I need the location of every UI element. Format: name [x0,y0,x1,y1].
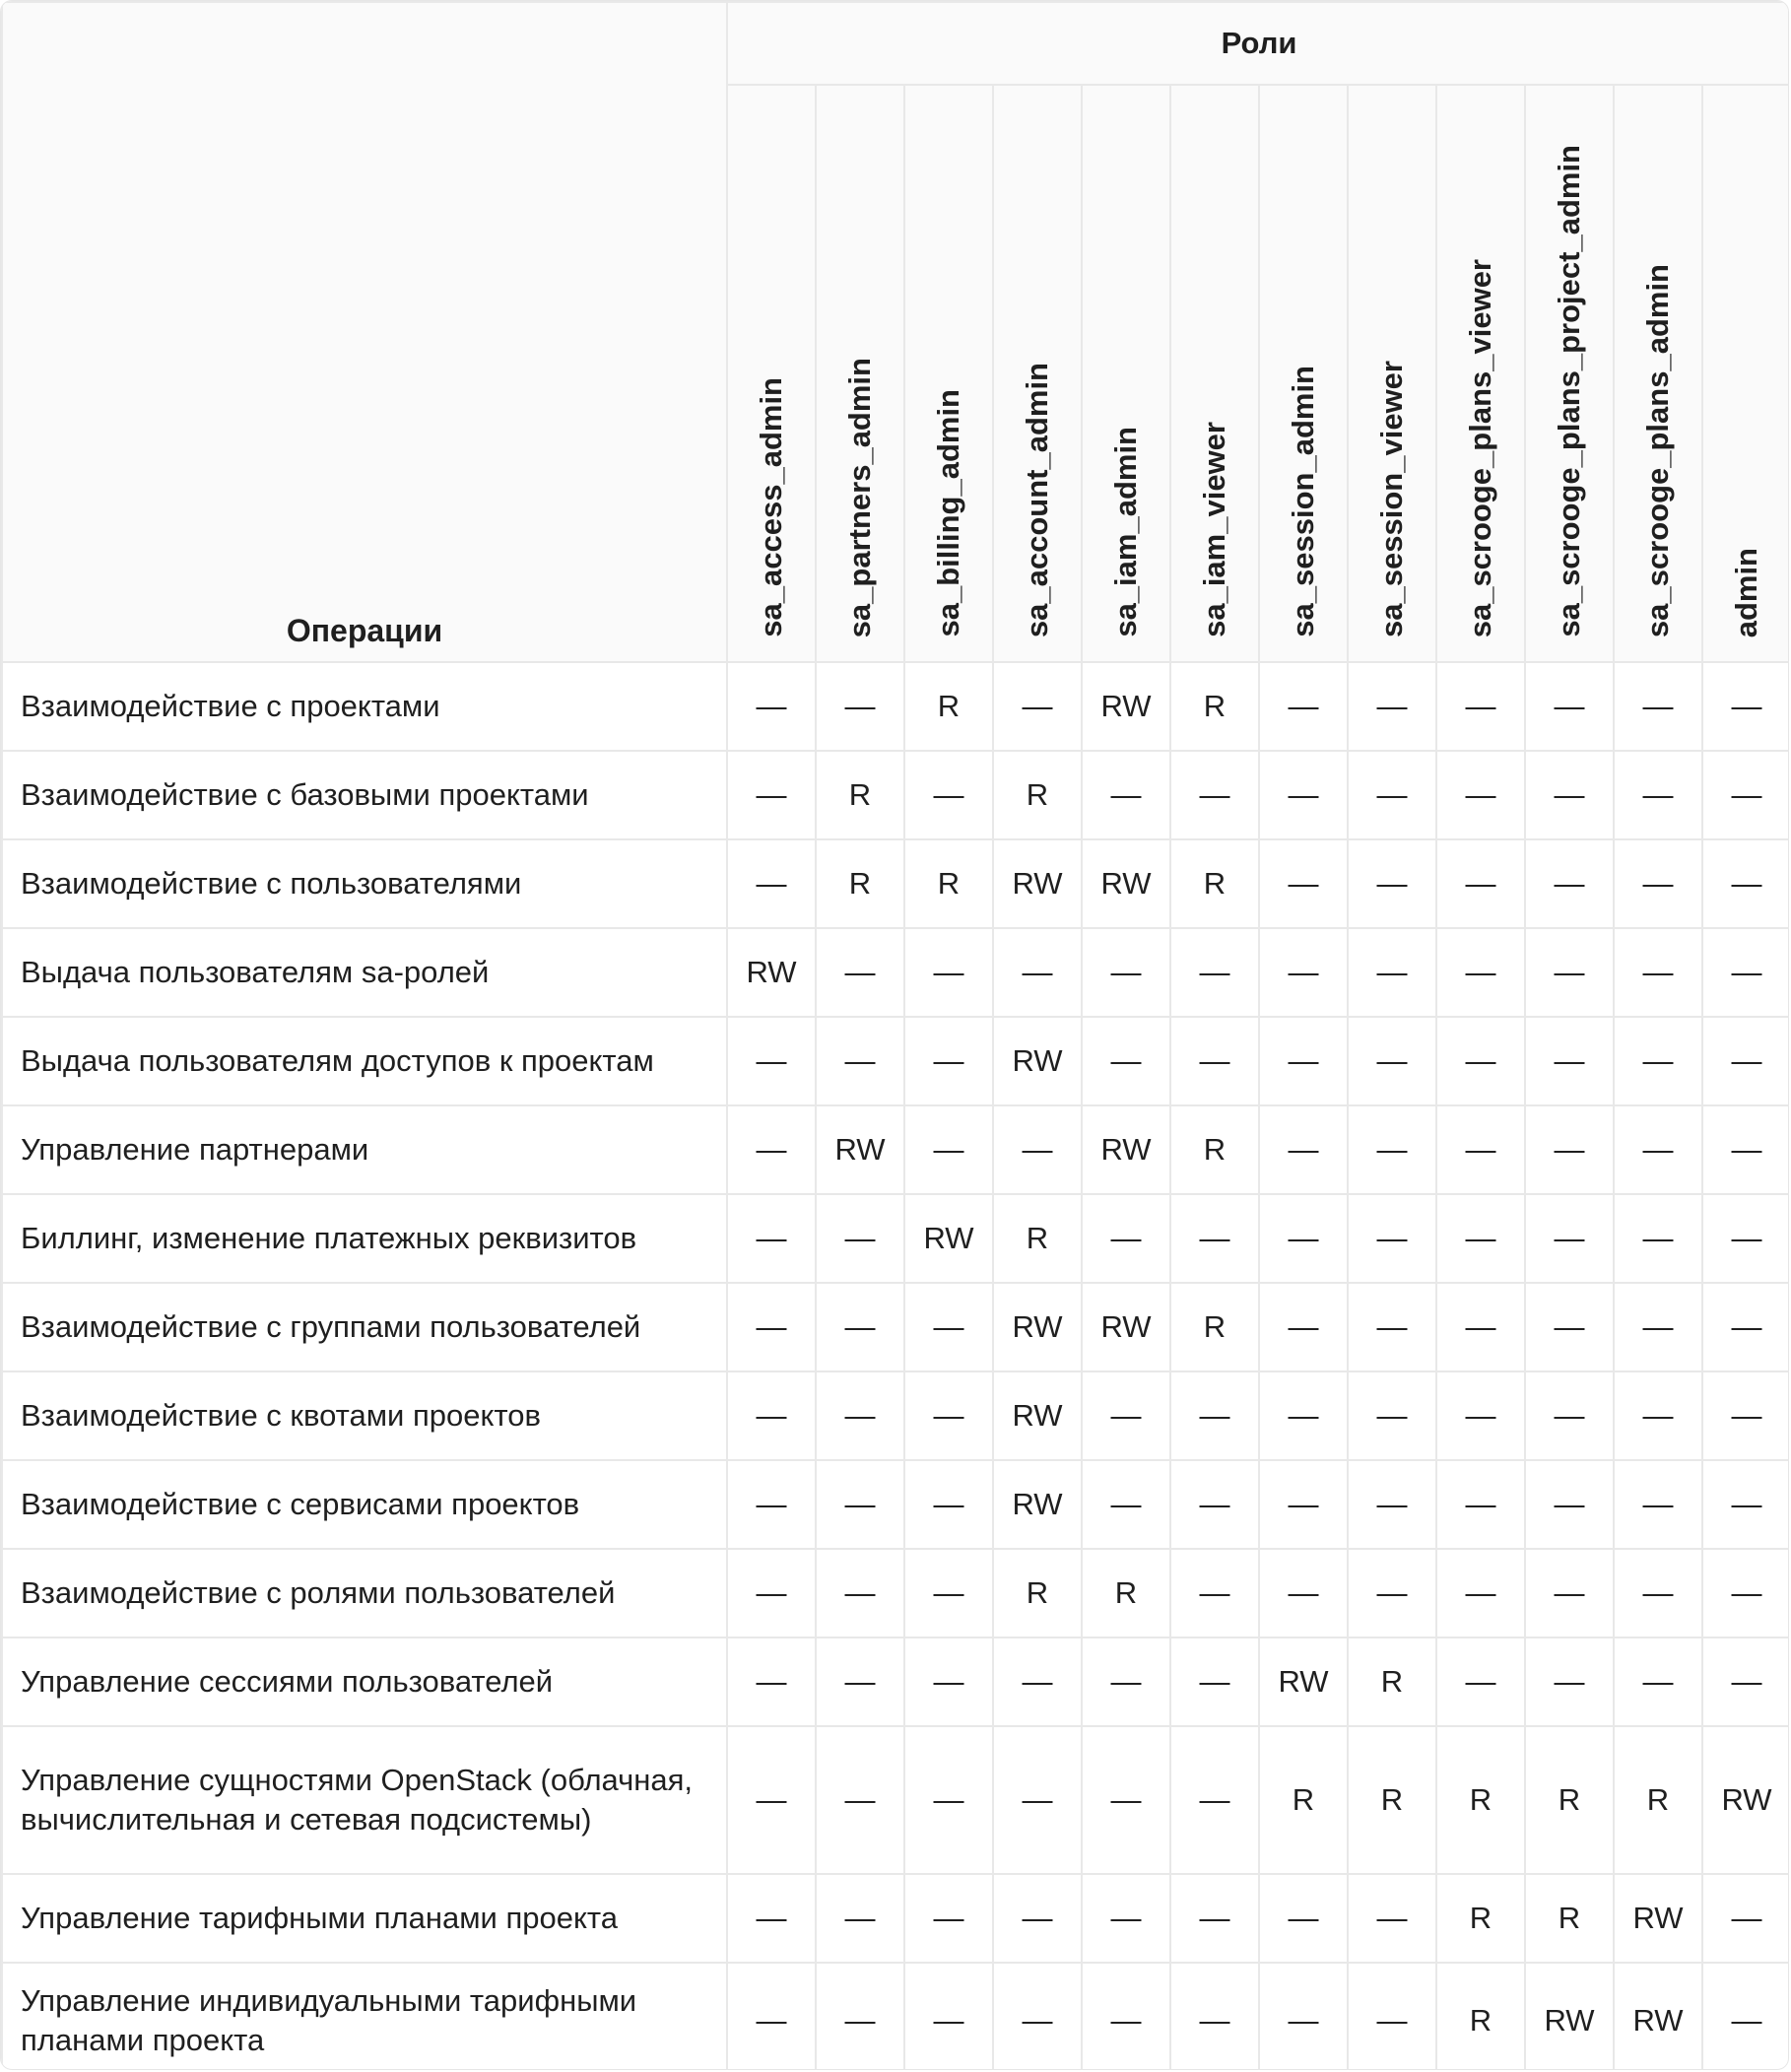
table-row [2,839,1789,928]
permission-cell: RW [993,1283,1082,1371]
permission-cell: RW [993,1017,1082,1105]
permission-cell: — [1436,662,1525,751]
permission-cell: — [727,839,816,928]
permission-cell: — [1348,1963,1436,2070]
role-header: sa_scrooge_plans_admin [1614,85,1702,662]
permission-cell: R [1436,1874,1525,1963]
operation-name: Взаимодействие с ролями пользователей [2,1549,727,1638]
permission-cell: RW [727,928,816,1017]
permission-cell: — [1348,1460,1436,1549]
table-row [2,1017,1789,1105]
permission-cell: — [1702,1283,1789,1371]
permission-cell: — [727,1549,816,1638]
role-header: sa_scrooge_plans_project_admin [1525,85,1614,662]
permission-cell: — [816,1549,904,1638]
permission-cell: — [1436,1283,1525,1371]
permission-cell: — [1525,1105,1614,1194]
permission-cell: RW [1525,1963,1614,2070]
permission-cell: — [1259,1105,1348,1194]
permission-cell: R [1525,1726,1614,1874]
permission-cell: — [1348,1371,1436,1460]
permission-cell: — [1702,1549,1789,1638]
permission-cell: — [904,1371,993,1460]
permission-cell: — [1525,1371,1614,1460]
permission-cell: — [727,1371,816,1460]
role-header: sa_access_admin [727,85,816,662]
permission-cell: — [1614,1017,1702,1105]
permission-cell: RW [1082,839,1170,928]
table-row [2,1371,1789,1460]
role-header: sa_account_admin [993,85,1082,662]
permission-cell: — [816,1874,904,1963]
permission-cell: — [1348,928,1436,1017]
permission-cell: — [1259,1549,1348,1638]
permission-cell: R [1348,1638,1436,1726]
permission-cell: — [904,751,993,839]
permission-cell: — [904,1874,993,1963]
permission-cell: — [727,662,816,751]
permission-cell: — [1436,839,1525,928]
permission-cell: — [1614,662,1702,751]
permission-cell: — [904,1963,993,2070]
permission-cell: — [1702,1963,1789,2070]
permission-cell: — [1348,662,1436,751]
permission-cell: — [1259,662,1348,751]
permission-cell: — [1702,1460,1789,1549]
permission-cell: — [1170,1460,1259,1549]
permission-cell: R [1525,1874,1614,1963]
permission-cell: — [1702,1194,1789,1283]
permission-cell: RW [1614,1963,1702,2070]
role-header: sa_iam_viewer [1170,85,1259,662]
permission-cell: R [1170,662,1259,751]
table-row [2,928,1789,1017]
operation-name: Управление сущностями OpenStack (облачная, вычислительная и сетевая подсистемы) [2,1726,727,1874]
permission-cell: — [816,1371,904,1460]
permission-cell: R [1170,1105,1259,1194]
permission-cell: R [1348,1726,1436,1874]
permission-cell: — [1348,1105,1436,1194]
permission-cell: — [1702,1017,1789,1105]
permission-cell: — [1525,1460,1614,1549]
permission-cell: — [727,1638,816,1726]
permission-cell: — [727,1283,816,1371]
permission-cell: — [993,1726,1082,1874]
permission-cell: — [1259,839,1348,928]
permission-cell: — [1702,1105,1789,1194]
permission-cell: — [816,1963,904,2070]
permission-cell: — [904,928,993,1017]
permission-cell: — [727,1874,816,1963]
permission-cell: R [1436,1726,1525,1874]
permission-cell: — [904,1726,993,1874]
table-row [2,662,1789,751]
permission-cell: — [1436,1638,1525,1726]
table-row [2,1963,1789,2070]
permission-cell: — [1525,839,1614,928]
permission-cell: — [1170,1726,1259,1874]
permission-cell: — [1525,751,1614,839]
permission-cell: R [1170,839,1259,928]
permission-cell: — [1525,1194,1614,1283]
permission-cell: — [1082,1726,1170,1874]
operation-name: Взаимодействие с базовыми проектами [2,751,727,839]
permission-cell: R [993,1194,1082,1283]
permission-cell: — [1259,1194,1348,1283]
permission-cell: — [904,1549,993,1638]
permission-cell: — [1348,1549,1436,1638]
operation-name: Управление сессиями пользователей [2,1638,727,1726]
permission-cell: — [1259,1963,1348,2070]
permission-cell: — [1702,839,1789,928]
role-header: sa_scrooge_plans_viewer [1436,85,1525,662]
table-row [2,1874,1789,1963]
permission-cell: — [1436,928,1525,1017]
permission-cell: — [727,1105,816,1194]
permission-cell: — [1170,1194,1259,1283]
permission-cell: — [1614,928,1702,1017]
permission-cell: — [1525,662,1614,751]
permission-cell: — [993,1874,1082,1963]
permission-cell: RW [1082,1283,1170,1371]
permission-cell: — [1170,751,1259,839]
permission-cell: — [727,751,816,839]
permission-cell: RW [993,1371,1082,1460]
permission-cell: — [1348,1874,1436,1963]
permission-cell: — [816,1017,904,1105]
permission-cell: RW [1702,1726,1789,1874]
operation-name: Управление индивидуальными тарифными планами проекта [2,1963,727,2070]
permission-cell: — [1259,928,1348,1017]
permission-cell: — [816,1283,904,1371]
permission-cell: — [904,1017,993,1105]
permission-cell: — [1702,1371,1789,1460]
permission-cell: — [1702,928,1789,1017]
permissions-table-body [2,662,1789,2070]
permission-cell: RW [993,1460,1082,1549]
permission-cell: — [1614,1549,1702,1638]
permission-cell: — [1525,928,1614,1017]
permission-cell: — [1082,1194,1170,1283]
permission-cell: — [1614,1194,1702,1283]
permission-cell: R [1259,1726,1348,1874]
permission-cell: RW [1614,1874,1702,1963]
permission-cell: — [1614,1371,1702,1460]
permission-cell: — [1082,1371,1170,1460]
permission-cell: R [1170,1283,1259,1371]
table-row [2,1638,1789,1726]
permission-cell: — [1082,1963,1170,2070]
operation-name: Взаимодействие с проектами [2,662,727,751]
permission-cell: — [1702,662,1789,751]
permission-cell: — [727,1963,816,2070]
permission-cell: — [1170,1371,1259,1460]
permission-cell: — [816,662,904,751]
permission-cell: — [993,928,1082,1017]
role-header: sa_session_admin [1259,85,1348,662]
table-row [2,1726,1789,1874]
permission-cell: — [1436,1371,1525,1460]
operation-name: Взаимодействие с пользователями [2,839,727,928]
permission-cell: — [727,1726,816,1874]
permission-cell: — [1436,1105,1525,1194]
permission-cell: — [1259,1371,1348,1460]
permission-cell: — [1082,1017,1170,1105]
permission-cell: — [1170,1638,1259,1726]
permission-cell: — [993,1963,1082,2070]
permission-cell: RW [1082,662,1170,751]
table-row [2,1105,1789,1194]
operation-name: Выдача пользователям sa-ролей [2,928,727,1017]
table-row [2,751,1789,839]
permission-cell: RW [1259,1638,1348,1726]
permission-cell: R [904,662,993,751]
permission-cell: RW [904,1194,993,1283]
permission-cell: — [1436,751,1525,839]
permission-cell: — [1436,1017,1525,1105]
permission-cell: — [1525,1638,1614,1726]
permission-cell: R [816,839,904,928]
permission-cell: — [1348,1283,1436,1371]
permission-cell: — [1170,1549,1259,1638]
permission-cell: — [1170,1874,1259,1963]
permission-cell: — [1259,1283,1348,1371]
permission-cell: — [1170,1017,1259,1105]
permission-cell: — [1525,1283,1614,1371]
operation-name: Выдача пользователям доступов к проектам [2,1017,727,1105]
permission-cell: R [816,751,904,839]
permission-cell: — [1082,1460,1170,1549]
operation-name: Управление партнерами [2,1105,727,1194]
permission-cell: — [904,1460,993,1549]
permission-cell: — [1348,1194,1436,1283]
permission-cell: — [1259,1874,1348,1963]
permission-cell: — [1259,1017,1348,1105]
permission-cell: — [904,1638,993,1726]
permission-cell: — [1170,1963,1259,2070]
permission-cell: — [1614,1460,1702,1549]
permissions-table [1,1,1789,2070]
permission-cell: RW [816,1105,904,1194]
operation-name: Взаимодействие с сервисами проектов [2,1460,727,1549]
table-row [2,1549,1789,1638]
permission-cell: — [816,1460,904,1549]
permission-cell: — [1614,751,1702,839]
table-row [2,1460,1789,1549]
permission-cell: — [1082,1874,1170,1963]
permission-cell: — [1259,751,1348,839]
permission-cell: — [1348,751,1436,839]
permission-cell: — [904,1283,993,1371]
table-row [2,1283,1789,1371]
role-header: sa_billing_admin [904,85,993,662]
permission-cell: — [1614,1105,1702,1194]
operations-header: Операции [2,2,727,662]
permission-cell: R [993,1549,1082,1638]
permission-cell: — [727,1194,816,1283]
permission-cell: — [727,1460,816,1549]
role-header: sa_iam_admin [1082,85,1170,662]
permission-cell: — [1082,751,1170,839]
permission-cell: — [904,1105,993,1194]
permission-cell: — [1436,1549,1525,1638]
permission-cell: RW [993,839,1082,928]
permission-cell: — [1702,751,1789,839]
permission-cell: R [1436,1963,1525,2070]
permission-cell: — [1170,928,1259,1017]
permission-cell: — [1082,928,1170,1017]
permission-cell: — [1614,839,1702,928]
permission-cell: — [1614,1638,1702,1726]
operation-name: Биллинг, изменение платежных реквизитов [2,1194,727,1283]
permission-cell: — [1702,1638,1789,1726]
permission-cell: — [993,1638,1082,1726]
permission-cell: — [816,1194,904,1283]
permission-cell: — [1436,1460,1525,1549]
permission-cell: — [727,1017,816,1105]
permission-cell: — [1702,1874,1789,1963]
permission-cell: — [1436,1194,1525,1283]
operation-name: Взаимодействие с группами пользователей [2,1283,727,1371]
permission-cell: — [1348,839,1436,928]
operation-name: Управление тарифными планами проекта [2,1874,727,1963]
permission-cell: R [904,839,993,928]
permission-cell: — [1348,1017,1436,1105]
permission-cell: — [993,1105,1082,1194]
permission-cell: — [816,1638,904,1726]
role-header: sa_session_viewer [1348,85,1436,662]
permission-cell: — [816,928,904,1017]
permission-cell: — [816,1726,904,1874]
role-header: admin [1702,85,1789,662]
permission-cell: — [1614,1283,1702,1371]
table-row [2,1194,1789,1283]
permission-cell: — [993,662,1082,751]
permission-cell: R [1082,1549,1170,1638]
permission-cell: RW [1082,1105,1170,1194]
operation-name: Взаимодействие с квотами проектов [2,1371,727,1460]
permission-cell: — [1525,1017,1614,1105]
permission-cell: — [1082,1638,1170,1726]
roles-header: Роли [727,2,1789,85]
permission-cell: R [1614,1726,1702,1874]
role-header: sa_partners_admin [816,85,904,662]
permission-cell: R [993,751,1082,839]
permission-cell: — [1259,1460,1348,1549]
permission-cell: — [1525,1549,1614,1638]
